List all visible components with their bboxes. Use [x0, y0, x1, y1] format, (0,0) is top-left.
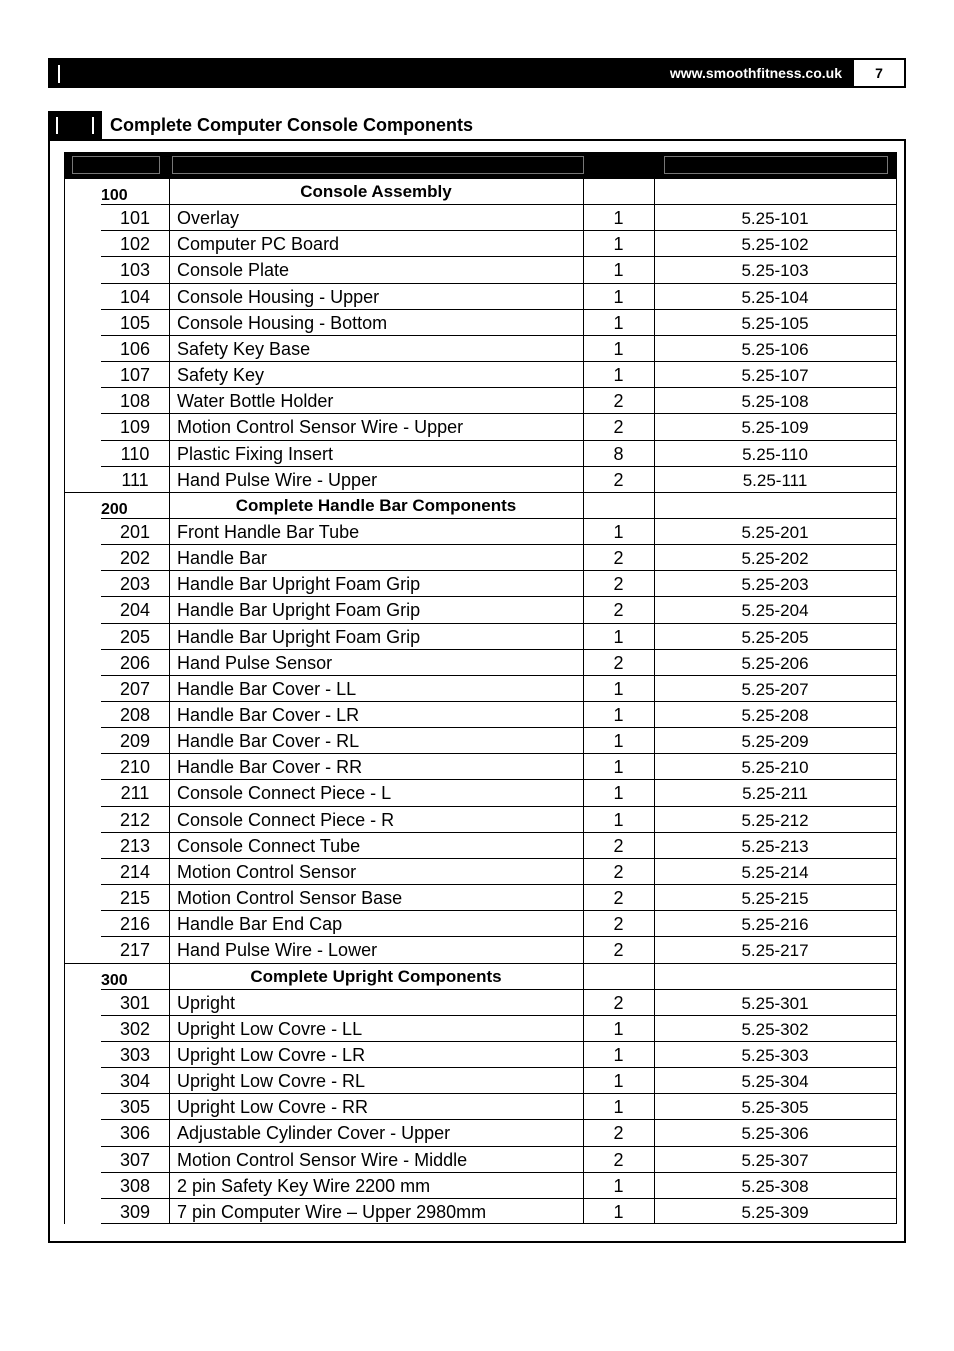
- group-code: 300: [101, 971, 128, 989]
- group-code: 100: [101, 187, 128, 204]
- item-description: Upright: [177, 992, 236, 1013]
- item-description: Front Handle Bar Tube: [177, 521, 360, 542]
- item-number: 209: [119, 731, 151, 752]
- item-number: 109: [119, 417, 151, 438]
- item-description: Console Connect Piece - L: [177, 783, 392, 804]
- item-part-number: 5.25-109: [741, 418, 809, 438]
- table-row: [65, 649, 896, 675]
- table-row: [65, 884, 896, 910]
- item-description: Console Connect Piece - R: [177, 809, 395, 830]
- item-number: 203: [119, 574, 151, 595]
- table-row: [65, 518, 896, 544]
- table-row: [65, 570, 896, 596]
- item-quantity: 1: [613, 260, 624, 281]
- item-description: Console Plate: [177, 260, 290, 281]
- table-row: [65, 361, 896, 387]
- item-quantity: 1: [613, 1044, 624, 1065]
- item-part-number: 5.25-215: [741, 889, 809, 909]
- item-description: Handle Bar: [177, 548, 268, 569]
- table-row: [65, 440, 896, 466]
- item-number: 309: [119, 1201, 151, 1222]
- item-part-number: 5.25-305: [741, 1098, 809, 1118]
- item-description: Safety Key Base: [177, 338, 311, 359]
- item-number: 107: [119, 365, 151, 386]
- item-description: Plastic Fixing Insert: [177, 443, 334, 464]
- item-part-number: 5.25-202: [741, 549, 809, 569]
- item-part-number: 5.25-203: [741, 575, 809, 595]
- parts-table: [64, 178, 897, 1224]
- item-description: Water Bottle Holder: [177, 391, 334, 412]
- group-row: [65, 178, 896, 204]
- item-part-number: 5.25-209: [741, 732, 809, 752]
- item-part-number: 5.25-104: [741, 287, 809, 307]
- item-part-number: 5.25-309: [741, 1202, 809, 1222]
- item-quantity: 1: [613, 678, 624, 699]
- item-quantity: 1: [613, 731, 624, 752]
- item-number: 204: [119, 600, 151, 621]
- item-part-number: 5.25-217: [741, 941, 809, 961]
- table-header-bar: [64, 152, 897, 178]
- table-row: [65, 335, 896, 361]
- item-description: Overlay: [177, 208, 240, 229]
- item-number: 111: [121, 469, 149, 490]
- item-part-number: 5.25-103: [741, 261, 809, 281]
- item-part-number: 5.25-214: [741, 862, 809, 882]
- item-part-number: 5.25-210: [741, 758, 809, 778]
- item-number: 105: [119, 312, 151, 333]
- section-header: [48, 111, 906, 139]
- item-number: 108: [119, 391, 151, 412]
- item-part-number: 5.25-207: [741, 679, 809, 699]
- item-quantity: 1: [613, 757, 624, 778]
- table-row: [65, 779, 896, 805]
- table-row: [65, 806, 896, 832]
- item-description: Handle Bar Cover - RL: [177, 731, 360, 752]
- item-number: 307: [119, 1149, 151, 1170]
- item-description: Hand Pulse Wire - Lower: [177, 940, 378, 961]
- group-code: 200: [101, 500, 128, 518]
- table-row: [65, 727, 896, 753]
- item-number: 201: [119, 521, 151, 542]
- item-description: Computer PC Board: [177, 234, 340, 255]
- header-divider: [58, 65, 60, 83]
- section-marker: [48, 111, 102, 139]
- item-number: 305: [119, 1097, 151, 1118]
- item-description: 7 pin Computer Wire – Upper 2980mm: [177, 1201, 487, 1222]
- item-number: 306: [119, 1123, 151, 1144]
- table-row: [65, 701, 896, 727]
- item-part-number: 5.25-301: [741, 993, 809, 1013]
- item-quantity: 2: [613, 391, 624, 412]
- item-part-number: 5.25-216: [741, 915, 809, 935]
- section-title: Complete Computer Console Components: [110, 115, 474, 135]
- item-number: 106: [119, 338, 151, 359]
- table-row: [65, 230, 896, 256]
- item-quantity: 2: [613, 914, 624, 935]
- website-url: www.smoothfitness.co.uk: [669, 65, 842, 81]
- table-row: [65, 623, 896, 649]
- item-number: 110: [120, 443, 150, 464]
- item-number: 103: [119, 260, 151, 281]
- item-number: 211: [120, 783, 150, 804]
- item-number: 101: [119, 208, 151, 229]
- item-quantity: 2: [613, 469, 624, 490]
- item-quantity: 1: [613, 208, 624, 229]
- item-quantity: 1: [613, 234, 624, 255]
- item-quantity: 2: [613, 417, 624, 438]
- item-part-number: 5.25-306: [741, 1124, 809, 1144]
- table-row: [65, 910, 896, 936]
- item-description: Handle Bar Cover - LL: [177, 678, 357, 699]
- item-number: 202: [119, 548, 151, 569]
- item-number: 302: [119, 1018, 151, 1039]
- item-number: 210: [119, 757, 151, 778]
- item-quantity: 8: [613, 443, 624, 464]
- page-number: 7: [852, 60, 904, 86]
- item-part-number: 5.25-308: [741, 1176, 809, 1196]
- item-description: 2 pin Safety Key Wire 2200 mm: [177, 1175, 431, 1196]
- item-description: Motion Control Sensor Wire - Middle: [177, 1149, 468, 1170]
- item-description: Handle Bar Upright Foam Grip: [177, 574, 421, 595]
- table-row: [65, 858, 896, 884]
- item-quantity: 2: [613, 548, 624, 569]
- item-part-number: 5.25-208: [741, 706, 809, 725]
- item-part-number: 5.25-107: [741, 366, 809, 386]
- item-number: 214: [119, 861, 151, 882]
- item-part-number: 5.25-106: [741, 339, 809, 359]
- item-number: 205: [119, 626, 151, 647]
- item-part-number: 5.25-101: [741, 209, 809, 229]
- item-part-number: 5.25-204: [741, 601, 809, 621]
- item-description: Handle Bar Cover - LR: [177, 705, 360, 725]
- item-part-number: 5.25-303: [741, 1045, 809, 1065]
- table-row: [65, 1093, 896, 1119]
- item-part-number: 5.25-212: [741, 810, 809, 830]
- item-quantity: 1: [613, 1201, 624, 1222]
- item-quantity: 2: [613, 600, 624, 621]
- item-description: Console Housing - Bottom: [177, 312, 388, 333]
- table-row: [65, 387, 896, 413]
- item-description: Console Connect Tube: [177, 835, 361, 856]
- item-number: 212: [119, 809, 151, 830]
- item-description: Upright Low Covre - LR: [177, 1044, 366, 1065]
- item-number: 308: [119, 1175, 151, 1196]
- item-description: Upright Low Covre - RR: [177, 1097, 369, 1118]
- item-description: Motion Control Sensor Base: [177, 888, 403, 909]
- item-description: Motion Control Sensor: [177, 861, 357, 882]
- table-row: [65, 1119, 896, 1145]
- item-quantity: 2: [613, 861, 624, 882]
- item-description: Console Housing - Upper: [177, 286, 380, 307]
- item-number: 104: [119, 286, 151, 307]
- item-part-number: 5.25-206: [741, 653, 809, 673]
- item-quantity: 1: [613, 338, 624, 359]
- item-description: Handle Bar Cover - RR: [177, 757, 363, 778]
- item-number: 216: [119, 914, 151, 935]
- item-description: Handle Bar Upright Foam Grip: [177, 600, 421, 621]
- table-row: [65, 936, 896, 962]
- item-number: 213: [119, 835, 151, 856]
- table-row: [65, 1041, 896, 1067]
- table-row: [65, 256, 896, 282]
- item-quantity: 2: [613, 940, 624, 961]
- item-description: Hand Pulse Sensor: [177, 652, 333, 673]
- item-quantity: 1: [613, 1175, 624, 1196]
- table-row: [65, 1172, 896, 1198]
- group-title: Console Assembly: [300, 182, 452, 201]
- item-part-number: 5.25-211: [742, 784, 808, 804]
- item-part-number: 5.25-213: [741, 836, 809, 856]
- item-part-number: 5.25-304: [741, 1072, 809, 1092]
- item-part-number: 5.25-102: [741, 235, 809, 255]
- item-description: Handle Bar Upright Foam Grip: [177, 626, 421, 647]
- item-part-number: 5.25-201: [741, 522, 809, 542]
- item-number: 217: [119, 940, 151, 961]
- item-number: 208: [119, 705, 151, 725]
- item-quantity: 1: [613, 312, 624, 333]
- item-description: Upright Low Covre - RL: [177, 1071, 366, 1092]
- group-title: Complete Handle Bar Components: [235, 495, 517, 515]
- item-quantity: 1: [613, 783, 624, 804]
- table-row: [65, 1146, 896, 1172]
- item-quantity: 1: [613, 626, 624, 647]
- item-number: 206: [119, 652, 151, 673]
- item-quantity: 2: [613, 1123, 624, 1144]
- item-quantity: 1: [613, 365, 624, 386]
- item-description: Upright Low Covre - LL: [177, 1018, 363, 1039]
- table-row: [65, 1015, 896, 1041]
- table-row: [65, 596, 896, 622]
- item-quantity: 2: [613, 1149, 624, 1170]
- item-description: Adjustable Cylinder Cover - Upper: [177, 1123, 451, 1144]
- item-number: 304: [119, 1071, 151, 1092]
- item-number: 207: [119, 678, 151, 699]
- item-part-number: 5.25-110: [742, 444, 808, 464]
- table-row: [65, 544, 896, 570]
- item-part-number: 5.25-111: [742, 470, 808, 490]
- item-description: Safety Key: [177, 365, 265, 386]
- item-description: Motion Control Sensor Wire - Upper: [177, 417, 464, 438]
- item-quantity: 1: [613, 809, 624, 830]
- item-part-number: 5.25-108: [741, 392, 809, 412]
- group-title: Complete Upright Components: [250, 966, 502, 986]
- item-quantity: 2: [613, 835, 624, 856]
- table-row: [65, 283, 896, 309]
- item-quantity: 1: [613, 1071, 624, 1092]
- item-number: 102: [119, 234, 151, 255]
- item-part-number: 5.25-302: [741, 1019, 809, 1039]
- item-part-number: 5.25-105: [741, 313, 809, 333]
- item-description: Handle Bar End Cap: [177, 914, 343, 935]
- table-row: [65, 753, 896, 779]
- table-row: [65, 989, 896, 1015]
- item-part-number: 5.25-307: [741, 1150, 809, 1170]
- table-row: [65, 204, 896, 230]
- item-number: 303: [119, 1044, 151, 1065]
- table-row: [65, 675, 896, 701]
- table-row: [65, 309, 896, 335]
- item-description: Hand Pulse Wire - Upper: [177, 469, 378, 490]
- table-row: [65, 1067, 896, 1093]
- table-row: [65, 413, 896, 439]
- item-part-number: 5.25-205: [741, 627, 809, 647]
- group-row: [65, 492, 896, 518]
- item-quantity: 2: [613, 574, 624, 595]
- page-header-bar: [48, 58, 906, 88]
- group-row: [65, 963, 896, 989]
- item-quantity: 2: [613, 992, 624, 1013]
- item-quantity: 2: [613, 652, 624, 673]
- item-quantity: 1: [613, 521, 624, 542]
- item-quantity: 1: [613, 705, 624, 725]
- item-number: 215: [119, 888, 151, 909]
- table-row: [65, 466, 896, 492]
- table-row: [65, 832, 896, 858]
- item-quantity: 1: [613, 286, 624, 307]
- item-number: 301: [119, 992, 151, 1013]
- item-quantity: 1: [613, 1018, 624, 1039]
- table-row: [65, 1198, 896, 1224]
- item-quantity: 2: [613, 888, 624, 909]
- item-quantity: 1: [613, 1097, 624, 1118]
